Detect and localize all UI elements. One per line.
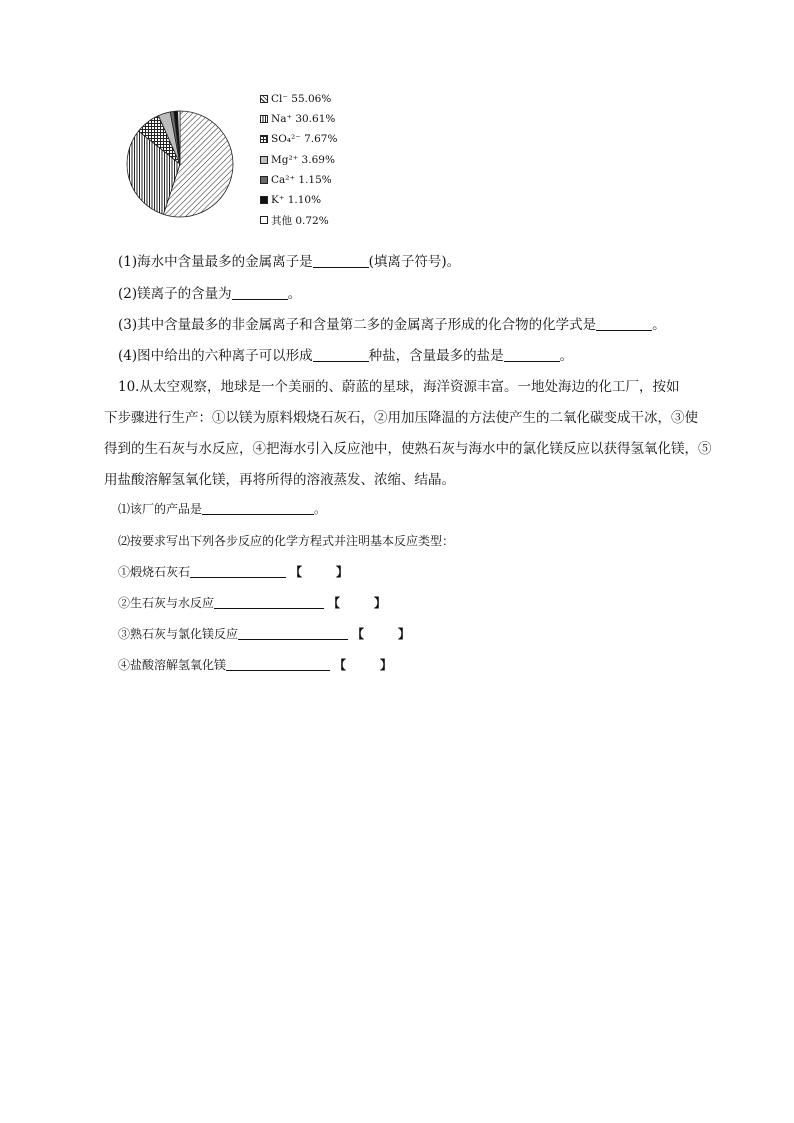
problem-10-line-4: 用盐酸溶解氢氧化镁，再将所得的溶液蒸发、浓缩、结晶。 <box>104 472 455 488</box>
problem-10-line-1: 10.从太空观察，地球是一个美丽的、蔚蓝的星球，海洋资源丰富。一地处海边的化工厂，按如 <box>118 379 680 395</box>
question-1-suffix: (填离子符号)。 <box>368 254 461 270</box>
legend-swatch-white <box>260 216 268 224</box>
answer-blank[interactable] <box>313 254 369 269</box>
step-4 <box>118 656 392 673</box>
legend-label: SO₄²⁻ 7.67% <box>271 133 338 146</box>
legend-item <box>260 89 337 109</box>
question-4-suffix: 。 <box>559 348 574 364</box>
legend-swatch-vert <box>260 115 268 123</box>
step-2 <box>118 594 386 611</box>
answer-blank[interactable] <box>596 317 652 332</box>
answer-blank[interactable] <box>214 596 324 609</box>
step-3 <box>118 625 410 642</box>
answer-blank[interactable] <box>232 286 288 301</box>
bracket-open: 【 <box>352 627 365 641</box>
question-2 <box>118 282 301 302</box>
legend-item <box>260 109 337 129</box>
step-label: ②生石灰与水反应 <box>118 596 215 610</box>
question-3 <box>118 313 666 333</box>
step-label: ④盐酸溶解氢氧化镁 <box>118 658 227 672</box>
question-3-text: (3)其中含量最多的非金属离子和含量第二多的金属离子形成的化合物的化学式是 <box>118 317 597 333</box>
answer-blank[interactable] <box>313 348 369 363</box>
answer-blank[interactable] <box>238 627 348 640</box>
bracket-open: 【 <box>290 565 303 579</box>
bracket-open: 【 <box>334 658 347 672</box>
bracket-close: 】 <box>398 627 411 641</box>
legend-swatch-lgray <box>260 156 268 164</box>
legend-item <box>260 210 337 230</box>
legend-swatch-black <box>260 196 268 204</box>
question-3-suffix: 。 <box>652 317 666 333</box>
sub-question-1-text: ⑴该厂的产品是 <box>118 502 203 516</box>
legend-item <box>260 190 337 210</box>
legend-swatch-diag <box>260 95 268 103</box>
sub-question-1 <box>118 500 326 517</box>
step-1 <box>118 563 348 580</box>
question-2-text: (2)镁离子的含量为 <box>118 286 232 302</box>
answer-blank[interactable] <box>226 658 330 671</box>
bracket-close: 】 <box>374 596 387 610</box>
legend-item <box>260 150 337 170</box>
step-label: ①煅烧石灰石 <box>118 565 191 579</box>
legend-label: K⁺ 1.10% <box>271 194 322 207</box>
question-2-suffix: 。 <box>287 286 302 302</box>
legend-item <box>260 129 337 149</box>
legend-swatch-dgray <box>260 176 268 184</box>
bracket-close: 】 <box>380 658 393 672</box>
sub-question-1-suffix: 。 <box>314 502 327 516</box>
legend-swatch-grid <box>260 135 268 143</box>
legend-item <box>260 170 337 190</box>
legend-label: Na⁺ 30.61% <box>271 113 336 126</box>
bracket-close: 】 <box>336 565 349 579</box>
bracket-open: 【 <box>328 596 341 610</box>
question-4 <box>118 344 573 364</box>
legend-label: Cl⁻ 55.06% <box>271 93 332 106</box>
problem-10-line-2: 下步骤进行生产：①以镁为原料煅烧石灰石，②用加压降温的方法使产生的二氧化碳变成干冰，③使 <box>104 410 698 426</box>
sub-question-2: ⑵按要求写出下列各步反应的化学方程式并注明基本反应类型： <box>118 534 455 548</box>
answer-blank[interactable] <box>504 348 560 363</box>
step-label: ③熟石灰与氯化镁反应 <box>118 627 239 641</box>
pie-chart <box>124 108 236 220</box>
legend-label: 其他 0.72% <box>271 214 329 227</box>
answer-blank[interactable] <box>202 502 314 515</box>
problem-10-line-3: 得到的生石灰与水反应，④把海水引入反应池中，使熟石灰与海水中的氯化镁反应以获得氢氧化镁，⑤ <box>104 441 712 457</box>
question-4-text: (4)图中给出的六种离子可以形成 <box>118 348 313 364</box>
question-4-mid: 种盐，含量最多的盐是 <box>368 348 504 364</box>
answer-blank[interactable] <box>190 565 286 578</box>
question-1 <box>118 250 460 270</box>
legend-label: Mg²⁺ 3.69% <box>271 153 335 166</box>
chart-legend <box>260 89 337 230</box>
legend-label: Ca²⁺ 1.15% <box>271 173 332 186</box>
question-1-text: (1)海水中含量最多的金属离子是 <box>118 254 313 270</box>
